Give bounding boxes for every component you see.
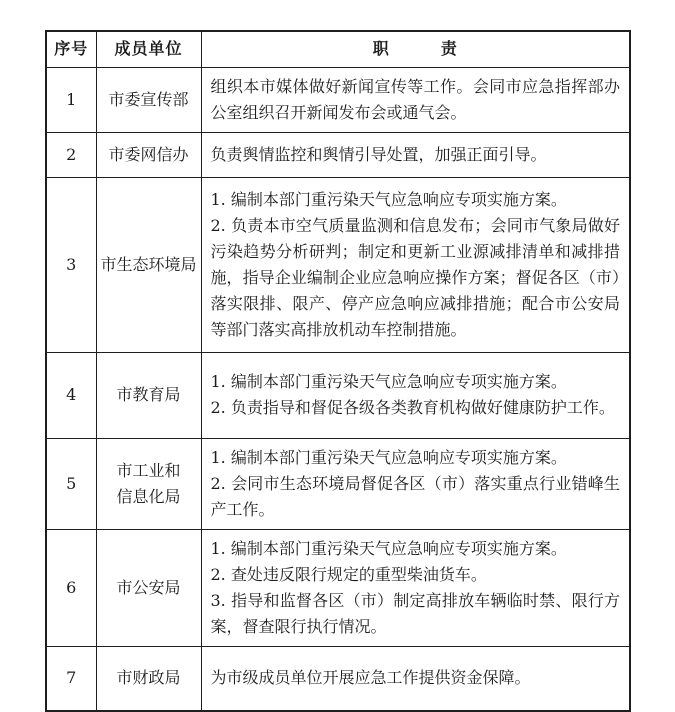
duty-item: 1. 编制本部门重污染天气应急响应专项实施方案。 xyxy=(210,538,567,558)
table-row xyxy=(46,646,630,711)
duty-item: 3. 指导和监督各区（市）制定高排放车辆临时禁、限行方案，督查限行执行情况。 xyxy=(210,590,620,636)
row-serial-number: 2 xyxy=(46,132,96,177)
duty-item: 组织本市媒体做好新闻宣传等工作。会同市应急指挥部办公室组织召开新闻发布会或通气会。 xyxy=(210,76,620,122)
col-header-responsibility: 职 责 xyxy=(201,31,630,67)
duties-cell xyxy=(201,352,630,438)
duty-item: 2. 查处违反限行规定的重型柴油货车。 xyxy=(210,564,487,584)
duty-item: 1. 编制本部门重污染天气应急响应专项实施方案。 xyxy=(210,189,567,209)
duties-cell xyxy=(201,67,630,132)
col-header-member-unit: 成员单位 xyxy=(96,31,201,67)
header-row xyxy=(46,31,630,67)
duty-item: 为市级成员单位开展应急工作提供资金保障。 xyxy=(210,668,531,688)
table-row xyxy=(46,67,630,132)
member-unit-cell xyxy=(96,132,201,177)
duties-cell xyxy=(201,529,630,646)
duty-item: 负责舆情监控和舆情引导处置，加强正面引导。 xyxy=(210,144,547,164)
responsibilities-table xyxy=(45,30,631,712)
duty-item: 2. 会同市生态环境局督促各区（市）落实重点行业错峰生产工作。 xyxy=(210,473,620,519)
duty-item: 1. 编制本部门重污染天气应急响应专项实施方案。 xyxy=(210,372,567,391)
member-unit-name: 市财政局 xyxy=(116,668,181,688)
member-unit-cell xyxy=(96,438,201,529)
duties-cell xyxy=(201,177,630,352)
table-header xyxy=(46,31,630,67)
member-unit-name: 市委网信办 xyxy=(108,144,189,164)
member-unit-cell xyxy=(96,529,201,646)
member-unit-name: 市委宣传部 xyxy=(108,89,189,109)
table-row xyxy=(46,438,630,529)
row-serial-number: 6 xyxy=(46,529,96,646)
member-unit-name: 市教育局 xyxy=(116,385,181,404)
member-unit-name: 市公安局 xyxy=(116,577,181,597)
member-unit-cell xyxy=(96,177,201,352)
duties-cell xyxy=(201,646,630,711)
member-unit-cell xyxy=(96,352,201,438)
member-unit-cell xyxy=(96,67,201,132)
row-serial-number: 7 xyxy=(46,646,96,711)
row-serial-number: 1 xyxy=(46,67,96,132)
row-serial-number: 4 xyxy=(46,352,96,438)
duty-item: 2. 负责指导和督促各级各类教育机构做好健康防护工作。 xyxy=(210,398,615,417)
table-body xyxy=(46,67,630,711)
duties-cell xyxy=(201,132,630,177)
table-row xyxy=(46,132,630,177)
member-unit-name: 市生态环境局 xyxy=(100,254,197,274)
row-serial-number: 3 xyxy=(46,177,96,352)
table-row xyxy=(46,529,630,646)
row-serial-number: 5 xyxy=(46,438,96,529)
member-unit-name: 信息化局 xyxy=(116,486,181,506)
col-header-serial-number: 序号 xyxy=(46,31,96,67)
duties-cell xyxy=(201,438,630,529)
table-row xyxy=(46,177,630,352)
member-unit-name: 市工业和 xyxy=(116,460,181,480)
table-row xyxy=(46,352,630,438)
duty-item: 1. 编制本部门重污染天气应急响应专项实施方案。 xyxy=(210,447,567,467)
duty-item: 2. 负责本市空气质量监测和信息发布；会同市气象局做好污染趋势分析研判；制定和更新工业源减排清单和减排措施，指导企业编制企业应急响应操作方案；督促各区（市）落实限排、限产、停产应急响应减排措施；配合市公安局等部门落实高排放机动车控制措施。 xyxy=(210,215,620,339)
member-unit-cell xyxy=(96,646,201,711)
